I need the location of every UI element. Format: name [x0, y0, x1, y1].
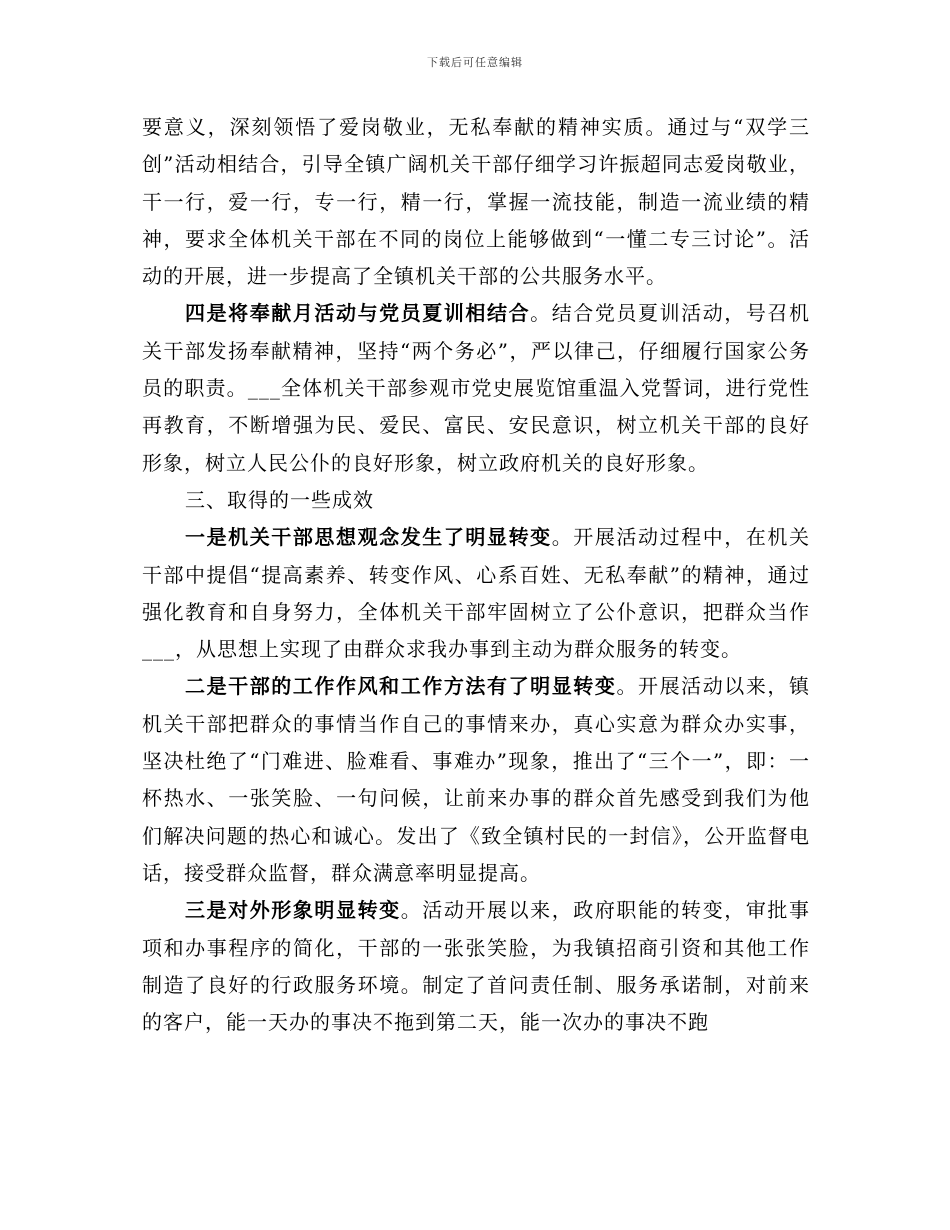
- section-heading: [142, 482, 810, 519]
- paragraph-lead: 三是对外形象明显转变: [185, 898, 401, 923]
- paragraph-lead: 四是将奉献月活动与党员夏训相结合: [185, 301, 531, 326]
- paragraph-text: 。结合党员夏训活动，号召机关干部发扬奉献精神，坚持“两个务必”，严以律己，仔细履行国家公务员的职责。___全体机关干部参观市党史展览馆重温入党誓词，进行党性再教育，不断增强为民、爱民、富民、安民意识，树立机关干部的良好形象，树立人民公仆的良好形象，树立政府机关的良好形象。: [142, 301, 811, 475]
- paragraph-item-four: [142, 295, 810, 481]
- paragraph-result-three: [142, 892, 810, 1041]
- section-heading-text: 三、取得的一些成效: [185, 487, 374, 512]
- paragraph-result-two: [142, 668, 810, 892]
- paragraph-text: 。活动开展以来，政府职能的转变，审批事项和办事程序的简化，干部的一张张笑脸，为我镇招商引资和其他工作制造了良好的行政服务环境。制定了首问责任制、服务承诺制，对前来的客户，能一天办的事决不拖到第二天，能一次办的事决不跑: [142, 898, 811, 1035]
- page-header: 下载后可任意编辑: [427, 56, 523, 69]
- paragraph-continuation: [142, 109, 810, 295]
- paragraph-text: 。开展活动过程中，在机关干部中提倡“提高素养、转变作风、心系百姓、无私奉献”的精神，通过强化教育和自身努力，全体机关干部牢固树立了公仆意识，把群众当作___，从思想上实现了由群众求我办事到主动为群众服务的转变。: [142, 525, 811, 662]
- document-body: [142, 109, 810, 1041]
- paragraph-lead: 二是干部的工作作风和工作方法有了明显转变: [185, 674, 617, 699]
- paragraph-result-one: [142, 519, 810, 668]
- paragraph-lead: 一是机关干部思想观念发生了明显转变: [185, 525, 552, 550]
- paragraph-text: 。开展活动以来，镇机关干部把群众的事情当作自己的事情来办，真心实意为群众办实事，坚决杜绝了“门难进、脸难看、事难办”现象，推出了“三个一”，即：一杯热水、一张笑脸、一句问候，让前来办事的群众首先感受到我们为他们解决问题的热心和诚心。发出了《致全镇村民的一封信》，公开监督电话，接受群众监督，群众满意率明显提高。: [142, 674, 811, 885]
- paragraph-text: 要意义，深刻领悟了爱岗敬业，无私奉献的精神实质。通过与“双学三创”活动相结合，引导全镇广阔机关干部仔细学习许振超同志爱岗敬业，干一行，爱一行，专一行，精一行，掌握一流技能，制造一流业绩的精神，要求全体机关干部在不同的岗位上能够做到“一懂二专三讨论”。活动的开展，进一步提高了全镇机关干部的公共服务水平。: [142, 115, 810, 289]
